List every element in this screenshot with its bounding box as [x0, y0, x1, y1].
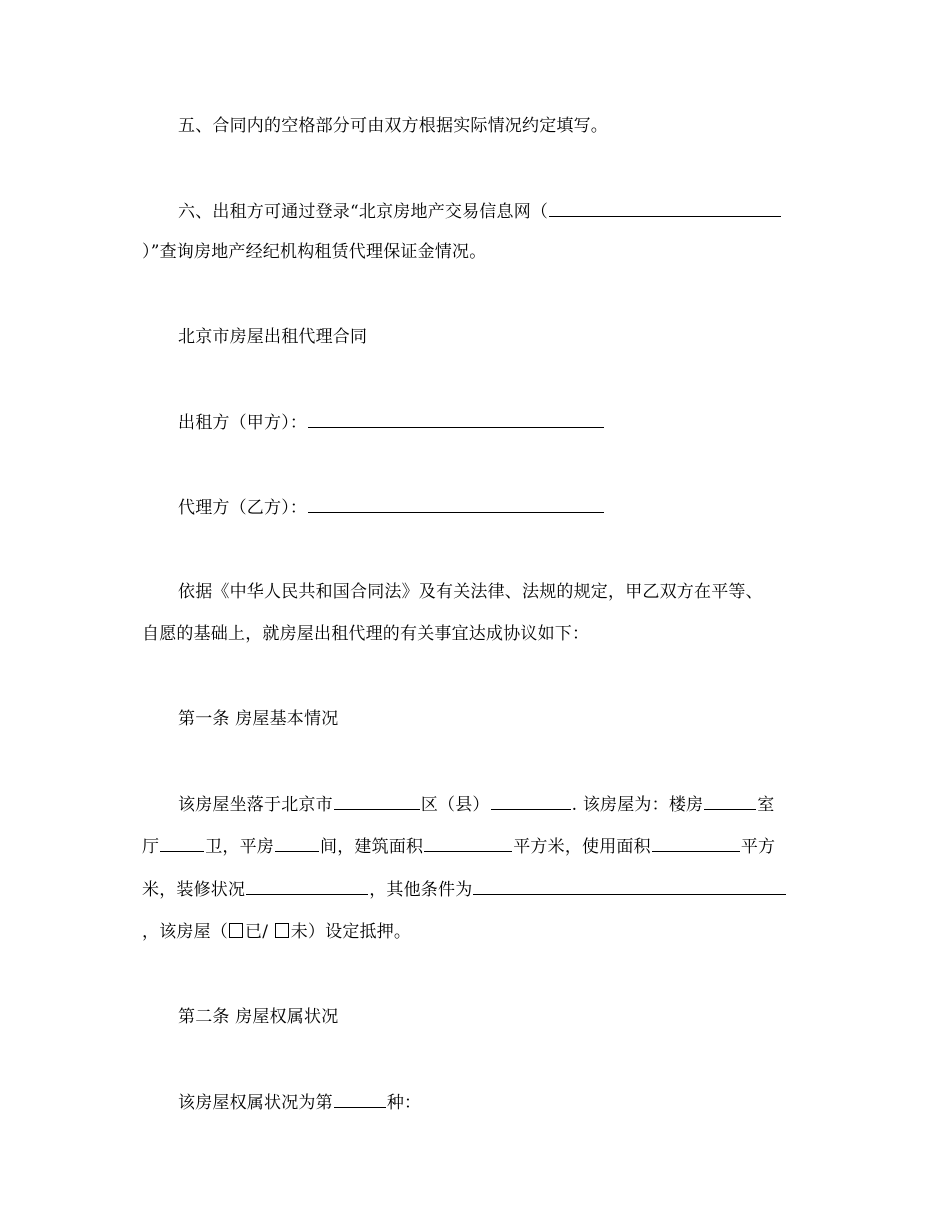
article-1-text: 该房屋坐落于北京市 — [178, 795, 333, 815]
article-2-text: 该房屋权属状况为第 — [178, 1093, 333, 1113]
other-conditions-blank[interactable] — [473, 878, 786, 895]
article-2-text: 种： — [386, 1093, 422, 1113]
article-1-text: 室 — [757, 795, 775, 815]
bungalow-rooms-blank[interactable] — [275, 835, 319, 852]
mortgaged-checkbox[interactable] — [229, 923, 243, 938]
article-1-text: 卫，平房 — [205, 837, 275, 857]
article-1-text: 平方 — [740, 837, 776, 857]
lessor-blank[interactable] — [308, 411, 604, 428]
contract-title: 北京市房屋出租代理合同 — [178, 327, 368, 347]
article-2-heading: 第二条 房屋权属状况 — [178, 1007, 339, 1027]
article-1-text: 区（县） — [420, 795, 490, 815]
decoration-blank[interactable] — [246, 878, 368, 895]
district-blank[interactable] — [334, 793, 420, 810]
article-1-text: 厅 — [142, 837, 160, 857]
article-1-text: 间，建筑面积 — [320, 837, 424, 857]
preamble-line-2: 自愿的基础上，就房屋出租代理的有关事宜达成协议如下： — [142, 624, 590, 644]
article-1-text: 米，装修状况 — [142, 880, 246, 900]
clause-item-6-text: 六、出租方可通过登录“北京房地产交易信息网（ — [178, 202, 549, 222]
article-1-line-2 — [142, 835, 775, 858]
preamble-line-1: 依据《中华人民共和国合同法》及有关法律、法规的规定，甲乙双方在平等、 — [178, 582, 763, 602]
building-area-blank[interactable] — [424, 835, 512, 852]
clause-item-6-line-2: ）”查询房地产经纪机构租赁代理保证金情况。 — [142, 242, 487, 262]
article-1-text: ，其他条件为 — [369, 880, 473, 900]
agent-line — [178, 496, 605, 519]
usable-area-blank[interactable] — [652, 835, 740, 852]
halls-blank[interactable] — [160, 835, 204, 852]
article-2-line-1 — [178, 1091, 421, 1114]
county-blank[interactable] — [491, 793, 571, 810]
clause-item-5: 五、合同内的空格部分可由双方根据实际情况约定填写。 — [178, 116, 608, 136]
lessor-line — [178, 411, 605, 434]
article-1-text: 平方米，使用面积 — [513, 837, 651, 857]
article-1-line-4 — [142, 921, 411, 943]
clause-item-6-line-1 — [178, 200, 782, 223]
article-1-heading: 第一条 房屋基本情况 — [178, 709, 339, 729]
rooms-blank[interactable] — [704, 793, 756, 810]
ownership-type-blank[interactable] — [334, 1091, 386, 1108]
article-1-text: ，该房屋（ — [142, 922, 228, 942]
website-blank[interactable] — [549, 200, 781, 217]
article-1-text: . 该房屋为：楼房 — [571, 795, 704, 815]
article-1-text: 已/ — [245, 922, 274, 942]
not-mortgaged-checkbox[interactable] — [275, 923, 289, 938]
agent-blank[interactable] — [308, 496, 604, 513]
article-1-line-3 — [142, 878, 787, 901]
article-1-text: 未）设定抵押。 — [290, 922, 412, 942]
article-1-line-1 — [178, 793, 774, 816]
lessor-label: 出租方（甲方）： — [178, 413, 308, 433]
agent-label: 代理方（乙方）： — [178, 498, 308, 518]
